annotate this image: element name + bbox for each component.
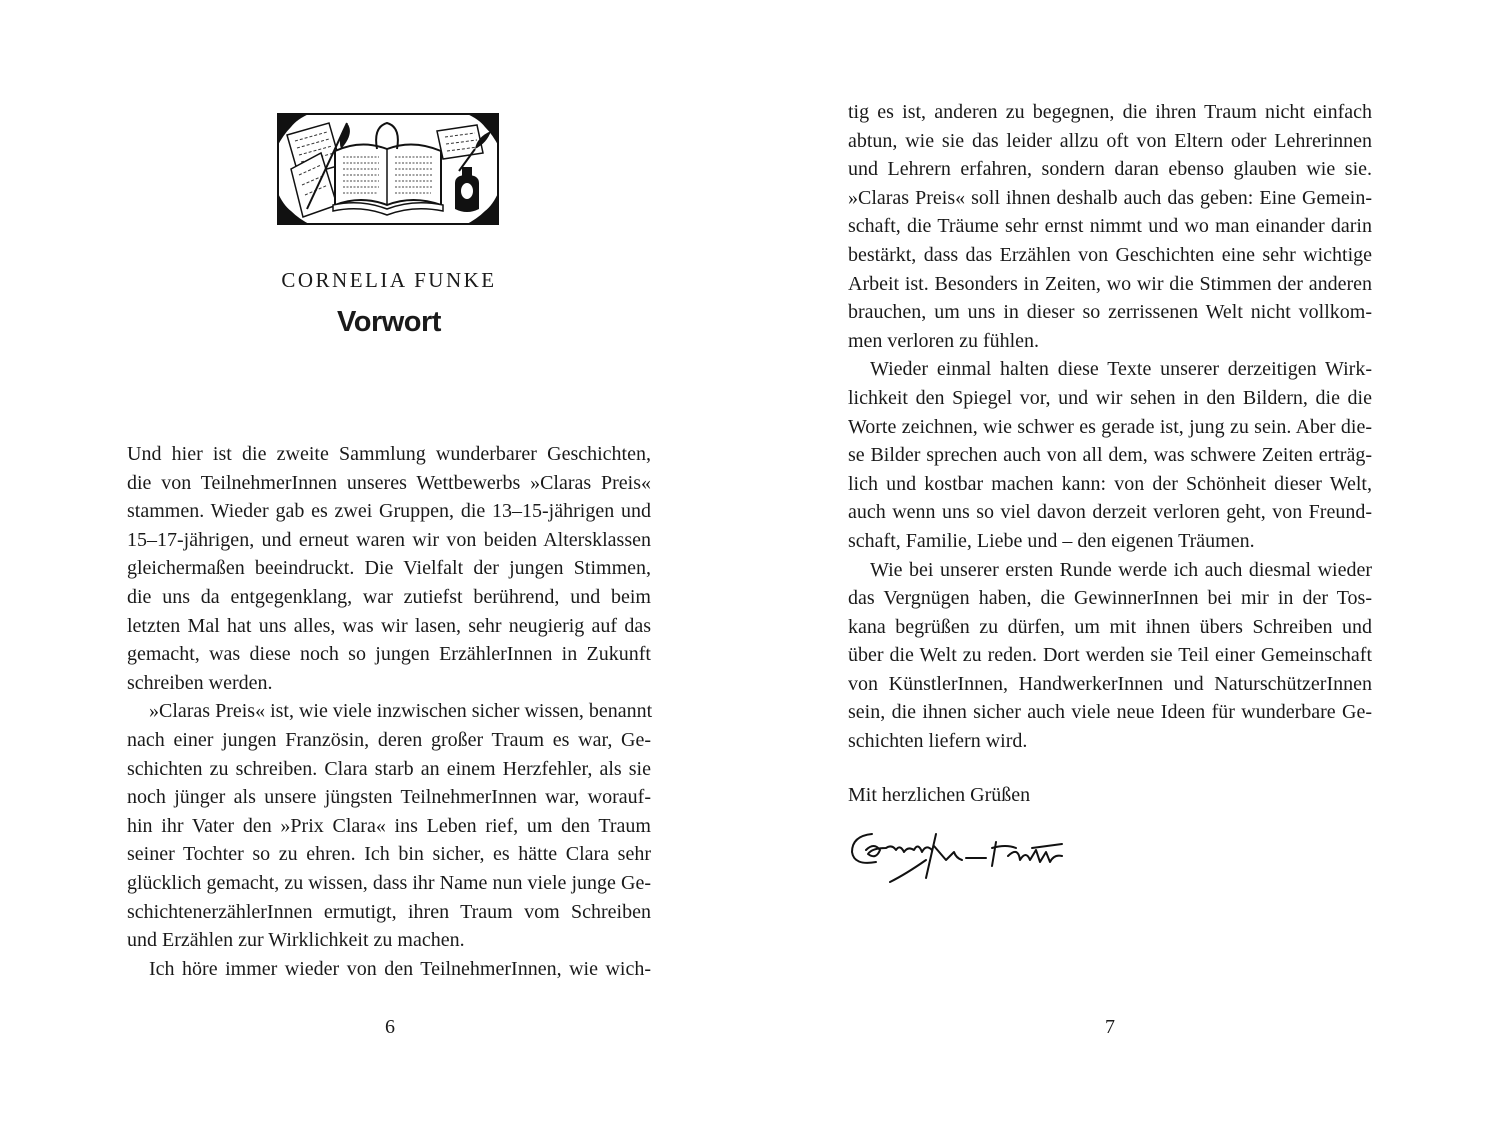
left-page-body-text [127, 440, 651, 983]
text-line: lichkeit den Spiegel vor, und wir sehen in den Bildern, die die [848, 386, 1372, 409]
text-line: Ich höre immer wieder von den TeilnehmerInnen, wie wich- [149, 957, 651, 980]
handwritten-signature [846, 820, 1068, 892]
text-line: die von TeilnehmerInnen unseres Wettbewerbs »Claras Preis« [127, 471, 651, 494]
text-line: schreiben werden. [127, 671, 273, 694]
text-line: glücklich gemacht, zu wissen, dass ihr Name nun viele junge Ge- [127, 871, 651, 894]
text-line: schichtenerzählerInnen ermutigt, ihren Traum vom Schreiben [127, 900, 651, 923]
author-name: CORNELIA FUNKE [281, 268, 497, 292]
page-number: 6 [385, 1016, 395, 1038]
text-line: men verloren zu fühlen. [848, 329, 1040, 352]
text-line: Und hier ist die zweite Sammlung wunderbarer Geschichten, [127, 443, 651, 465]
text-line: auch wenn uns so viel davon derzeit verloren geht, von Freund- [848, 501, 1372, 524]
text-line: gemacht, was diese noch so jungen ErzählerInnen in Zukunft [127, 643, 651, 666]
text-line: gleichermaßen beeindruckt. Die Vielfalt der jungen Stimmen, [127, 557, 651, 580]
chapter-title: Vorwort [337, 306, 441, 338]
text-line: schaft, die Träume sehr ernst nimmt und wo man einander darin [848, 215, 1372, 238]
text-line: über die Welt zu reden. Dort werden sie Teil einer Gemeinschaft [848, 644, 1372, 667]
text-line: brauchen, um uns in dieser so zerrissenen Welt nicht vollkom- [848, 301, 1372, 324]
text-line: nach einer jungen Französin, deren großer Traum es war, Ge- [127, 728, 651, 751]
text-line: und Lehrern erfahren, sondern daran ebenso glauben wie sie. [848, 158, 1372, 181]
text-line: seiner Tochter so zu ehren. Ich bin sicher, es hätte Clara sehr [127, 843, 651, 866]
text-line: schaft, Familie, Liebe und – den eigenen Träumen. [848, 529, 1255, 552]
open-book-ornament-icon [277, 113, 499, 225]
text-line: schichten zu schreiben. Clara starb an einem Herzfehler, als sie [127, 757, 651, 780]
text-line: sein, die ihnen sicher auch viele neue Ideen für wunderbare Ge- [848, 701, 1372, 724]
text-line: Arbeit ist. Besonders in Zeiten, wo wir die Stimmen der anderen [848, 272, 1372, 295]
text-line: kana begrüßen zu dürfen, um mit ihnen übers Schreiben und [848, 615, 1372, 638]
text-line: 15–17-jährigen, und erneut waren wir von beiden Altersklassen [127, 528, 651, 551]
text-line: se Bilder sprechen auch von all dem, was schwere Zeiten erträg- [848, 444, 1372, 467]
text-line: von KünstlerInnen, HandwerkerInnen und NaturschützerInnen [848, 672, 1372, 695]
text-line: Wie bei unserer ersten Runde werde ich auch diesmal wieder [870, 558, 1372, 581]
text-line: Worte zeichnen, wie schwer es gerade ist, jung zu sein. Aber die- [848, 415, 1372, 438]
text-line: das Vergnügen haben, die GewinnerInnen bei mir in der Tos- [848, 587, 1372, 610]
right-page-body-text [848, 98, 1372, 756]
text-line: schichten liefern wird. [848, 730, 1028, 753]
text-line: und Erzählen zur Wirklichkeit zu machen. [127, 929, 465, 952]
closing-greeting: Mit herzlichen Grüßen [848, 784, 1031, 806]
text-line: abtun, wie sie das leider allzu oft von Eltern oder Lehrerinnen [848, 129, 1372, 152]
text-line: »Claras Preis« ist, wie viele inzwischen sicher wissen, benannt [149, 700, 653, 723]
right-page [750, 0, 1500, 1136]
text-line: tig es ist, anderen zu begegnen, die ihren Traum nicht einfach [848, 101, 1372, 123]
text-line: bestärkt, dass das Erzählen von Geschichten eine sehr wichtige [848, 243, 1372, 266]
text-line: hin ihr Vater den »Prix Clara« ins Leben rief, um den Traum [127, 814, 651, 837]
page-number: 7 [1105, 1016, 1115, 1038]
text-line: Wieder einmal halten diese Texte unserer derzeitigen Wirk- [870, 358, 1372, 381]
text-line: »Claras Preis« soll ihnen deshalb auch das geben: Eine Gemein- [848, 186, 1372, 209]
text-line: noch jünger als unsere jüngsten TeilnehmerInnen war, worauf- [127, 786, 651, 809]
text-line: lich und kostbar machen kann: von der Schönheit dieser Welt, [848, 472, 1372, 495]
text-line: die uns da entgegenklang, war zutiefst berührend, und beim [127, 585, 651, 608]
text-line: stammen. Wieder gab es zwei Gruppen, die 13–15-jährigen und [127, 500, 651, 523]
text-line: letzten Mal hat uns alles, was wir lasen, sehr neugierig auf das [127, 614, 651, 637]
